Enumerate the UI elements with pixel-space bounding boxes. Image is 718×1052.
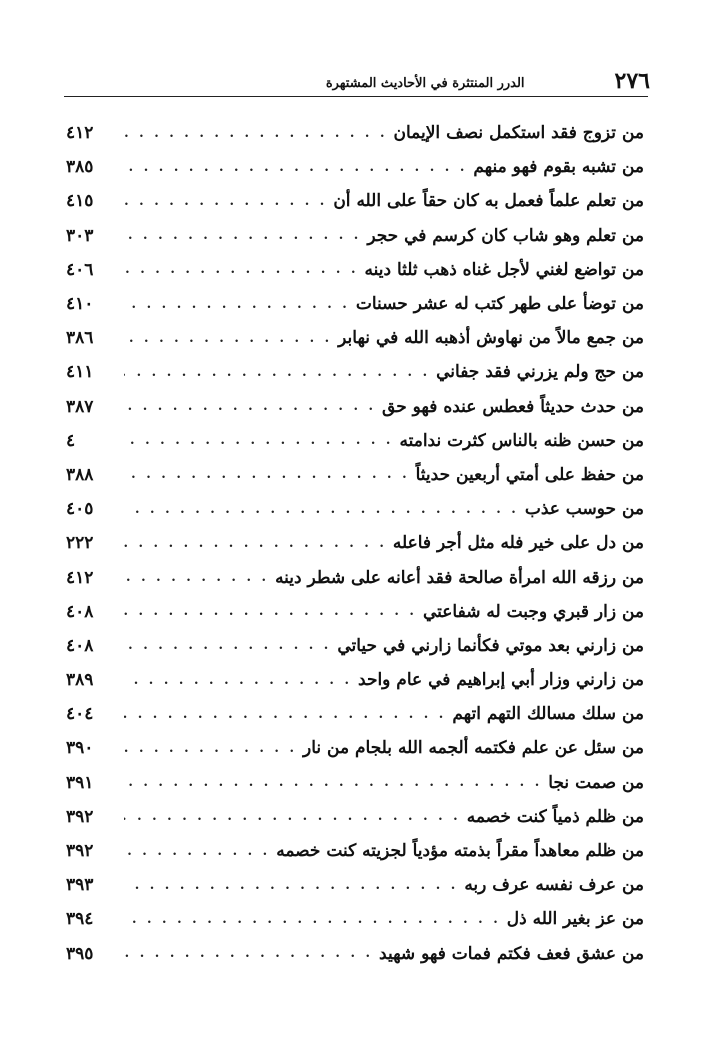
hadith-text: من عز بغير الله ذل	[506, 909, 644, 930]
dot-leader	[124, 467, 410, 482]
page-ref: ٣٨٩	[66, 670, 94, 691]
hadith-text: من حسن ظنه بالناس كثرت ندامته	[399, 430, 644, 451]
page-ref: ٣٨٨	[66, 464, 94, 485]
dot-leader	[124, 570, 269, 585]
page-ref: ٣٨٦	[66, 328, 94, 349]
hadith-text: من ظلم معاهداً مقراً بذمته مؤدياً لجزيته كنت خصمه	[276, 841, 644, 862]
hadith-text: من تشبه بقوم فهو منهم	[473, 157, 644, 178]
index-entry	[66, 834, 644, 868]
hadith-text: من حوسب عذب	[524, 499, 644, 520]
index-entry	[66, 937, 644, 971]
index-entry	[66, 526, 644, 560]
index-entry	[66, 424, 644, 458]
hadith-text: من زارني وزار أبي إبراهيم في عام واحد	[358, 670, 644, 691]
index-entry	[66, 663, 644, 697]
page-ref: ٣٩٢	[66, 841, 94, 862]
dot-leader	[124, 502, 519, 517]
index-entry	[66, 150, 644, 184]
index-entry	[66, 902, 644, 936]
page-ref: ٣٩٥	[66, 943, 94, 964]
dot-leader	[124, 536, 387, 551]
index-entry	[66, 731, 644, 765]
dot-leader	[124, 331, 332, 346]
hadith-text: من عشق فعف فكتم فمات فهو شهيد	[379, 943, 644, 964]
dot-leader	[124, 741, 297, 756]
index-entry	[66, 595, 644, 629]
index-entry	[66, 184, 644, 218]
dot-leader	[124, 946, 373, 961]
hadith-text: من حدث حديثاً فعطس عنده فهو حق	[382, 396, 644, 417]
page-ref: ٣٩٤	[66, 909, 94, 930]
page-number: ٢٧٦	[614, 68, 650, 94]
dot-leader	[124, 365, 430, 380]
page-ref: ٤٠٤	[66, 704, 94, 725]
dot-leader	[124, 262, 358, 277]
index-entry	[66, 800, 644, 834]
hadith-text: من صمت نجا	[548, 772, 644, 793]
page-ref: ٣٨٧	[66, 396, 94, 417]
page-ref: ٢٢٢	[66, 533, 94, 554]
dot-leader	[124, 399, 376, 414]
page-ref: ٣٩١	[66, 772, 94, 793]
hadith-text: من تعلم علماً فعمل به كان حقاً على الله أن	[333, 191, 644, 212]
index-entry	[66, 219, 644, 253]
dot-leader	[124, 912, 501, 927]
dot-leader	[124, 160, 467, 175]
hadith-text: من تعلم وهو شاب كان كرسم في حجر	[367, 225, 644, 246]
page-ref: ٤١٢	[66, 567, 94, 588]
page-header	[60, 62, 650, 92]
hadith-text: من سلك مسالك التهم اتهم	[452, 704, 644, 725]
page-ref: ٤١١	[66, 362, 94, 383]
index-entry	[66, 697, 644, 731]
dot-leader	[124, 604, 417, 619]
dot-leader	[124, 673, 352, 688]
index-entry	[66, 766, 644, 800]
dot-leader	[124, 638, 331, 653]
index-entry	[66, 355, 644, 389]
page-ref: ٣٩٠	[66, 738, 94, 759]
hadith-text: من تواضع لغني لأجل غناه ذهب ثلثا دينه	[364, 259, 644, 280]
hadith-text: من دل على خير فله مثل أجر فاعله	[392, 533, 644, 554]
page-ref: ٤٠٦	[66, 259, 94, 280]
hadith-text: من ظلم ذمياً كنت خصمه	[466, 806, 644, 827]
dot-leader	[124, 297, 350, 312]
index-entry	[66, 629, 644, 663]
dot-leader	[124, 194, 327, 209]
page-ref: ٤٠٨	[66, 635, 94, 656]
index-entry	[66, 560, 644, 594]
index-entry	[66, 868, 644, 902]
page-ref: ٣٨٥	[66, 157, 94, 178]
hadith-text: من حج ولم يزرني فقد جفاني	[436, 362, 644, 383]
dot-leader	[124, 775, 542, 790]
hadith-text: من زارني بعد موتي فكأنما زارني في حياتي	[337, 635, 644, 656]
index-entry	[66, 116, 644, 150]
hadith-text: من حفظ على أمتي أربعين حديثاً	[415, 464, 644, 485]
hadith-text: من عرف نفسه عرف ربه	[464, 875, 644, 896]
page-ref: ٤١٥	[66, 191, 94, 212]
page-ref: ٣٩٢	[66, 806, 94, 827]
index-entry	[66, 492, 644, 526]
index-entry	[66, 321, 644, 355]
hadith-text: من توضأ على طهر كتب له عشر حسنات	[355, 294, 644, 315]
hadith-text: من رزقه الله امرأة صالحة فقد أعانه على شطر دينه	[275, 567, 644, 588]
dot-leader	[124, 878, 458, 893]
dot-leader	[124, 809, 461, 824]
dot-leader	[124, 433, 393, 448]
index-entry	[66, 458, 644, 492]
page-ref: ٤١٠	[66, 294, 94, 315]
dot-leader	[124, 228, 361, 243]
hadith-text: من تزوج فقد استكمل نصف الإيمان	[393, 123, 644, 144]
hadith-text: من زار قبري وجبت له شفاعتي	[422, 601, 644, 622]
hadith-text: من جمع مالاً من نهاوش أذهبه الله في نهابر	[338, 328, 644, 349]
page-ref: ٤٠٨	[66, 601, 94, 622]
page-ref: ٣٩٣	[66, 875, 94, 896]
dot-leader	[124, 844, 270, 859]
header-rule	[64, 96, 648, 97]
page-ref: ٤١٢	[66, 123, 94, 144]
hadith-text: من سئل عن علم فكتمه ألجمه الله بلجام من نار	[303, 738, 644, 759]
index-entry	[66, 253, 644, 287]
dot-leader	[124, 707, 446, 722]
page-ref: ٣٠٣	[66, 225, 94, 246]
index-entry	[66, 390, 644, 424]
page-ref: ٤٠٥	[66, 499, 94, 520]
page-ref: ٤	[66, 430, 76, 451]
index-list	[66, 116, 644, 971]
running-title: الدرر المنتثرة في الأحاديث المشتهرة	[325, 76, 525, 91]
dot-leader	[124, 126, 388, 141]
index-entry	[66, 287, 644, 321]
